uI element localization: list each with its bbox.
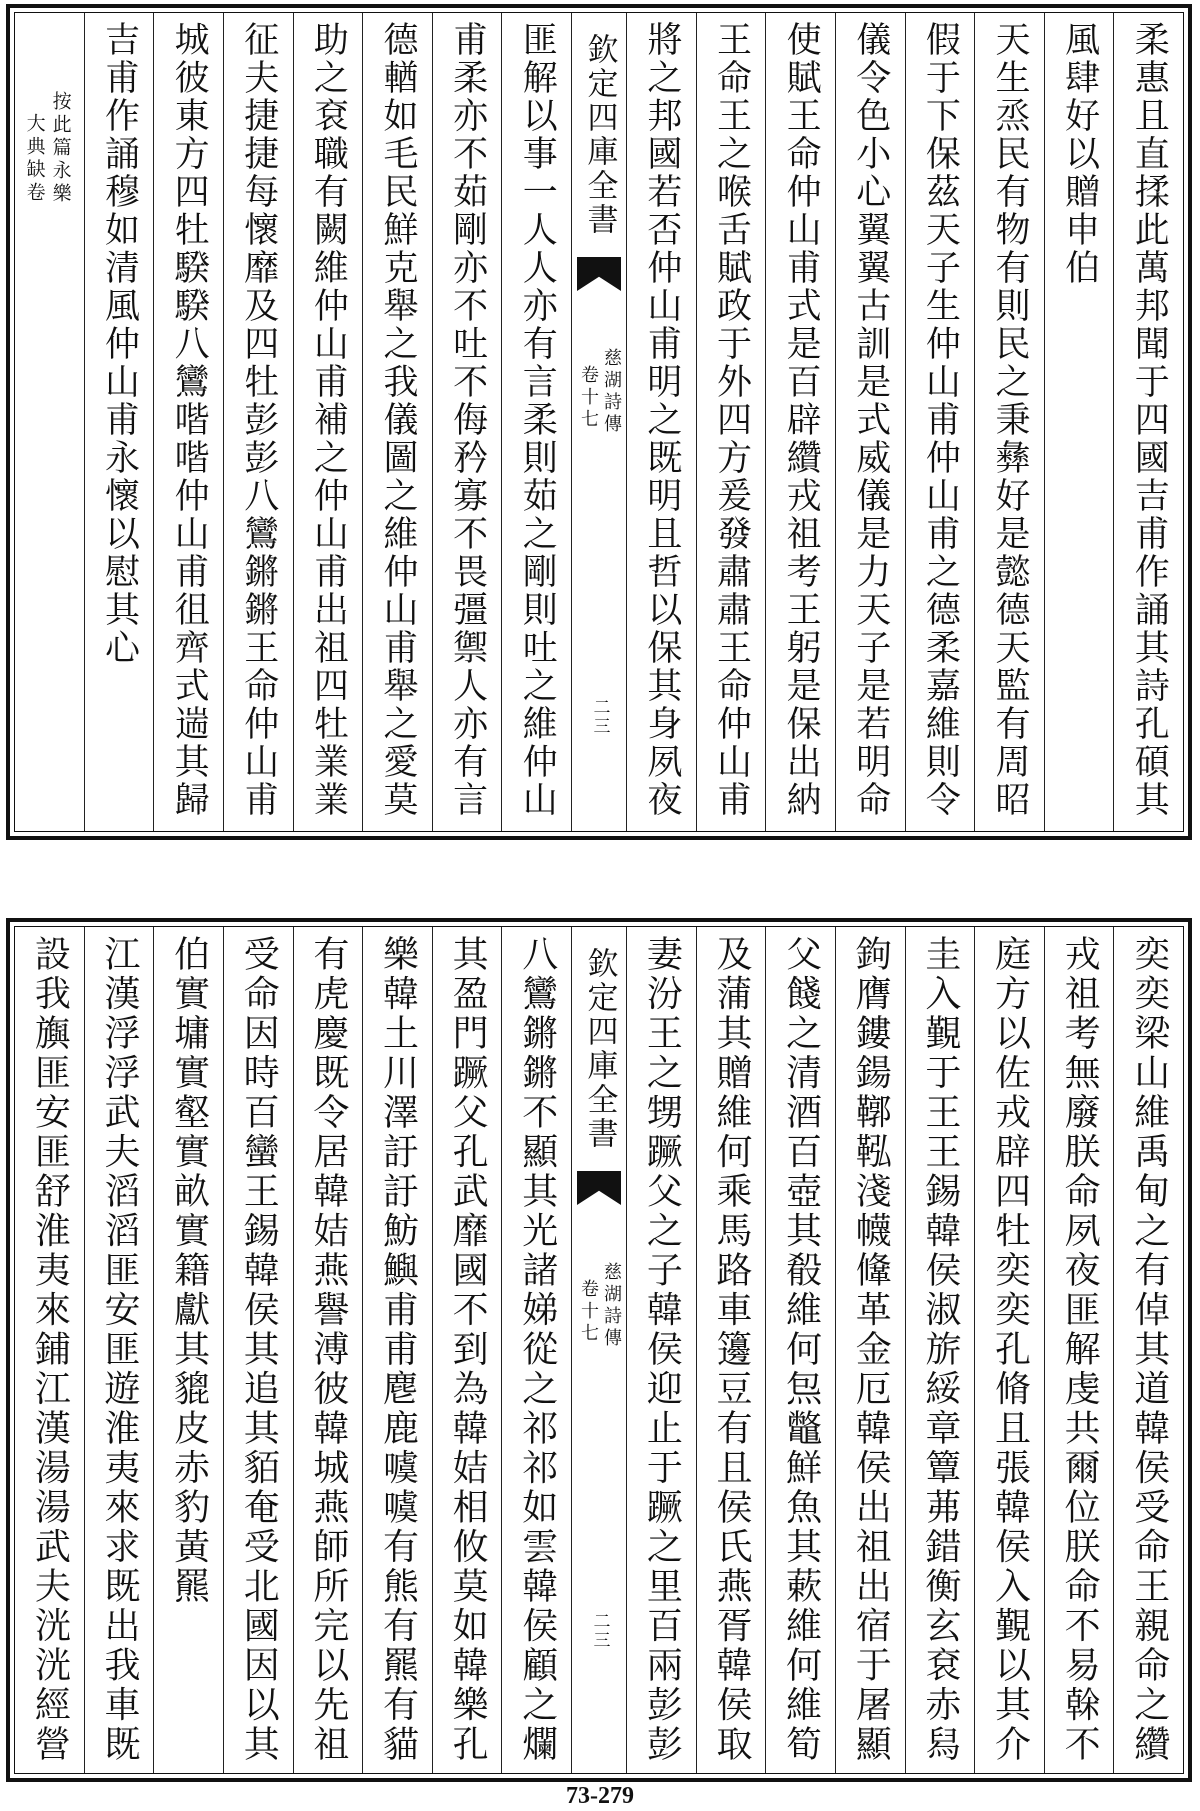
collection-title: 欽定四庫全書 — [581, 947, 618, 1151]
column-text: 德輶如毛民鮮克舉之我儀圖之維仲山甫舉之愛莫 — [377, 21, 418, 819]
editorial-note-line: 大典缺卷 — [23, 113, 46, 205]
volume-label: 卷十七 — [578, 365, 599, 431]
text-column — [905, 927, 975, 1773]
text-column — [696, 13, 766, 831]
column-text: 奕奕梁山維禹甸之有倬其道韓侯受命王親命之纘 — [1128, 935, 1170, 1765]
editorial-note-column — [15, 13, 84, 831]
text-column — [501, 13, 571, 831]
column-text: 征夫捷捷每懷靡及四牡彭彭八鸞鏘鏘王命仲山甫 — [238, 21, 279, 819]
center-margin-column — [571, 13, 626, 831]
text-column — [1113, 13, 1183, 831]
column-text: 及蒲其贈維何乘馬路車籩豆有且侯氏燕胥韓侯取 — [710, 935, 752, 1765]
text-column — [765, 13, 835, 831]
editorial-note-line: 按此篇永樂 — [49, 91, 72, 206]
column-text: 設我旟匪安匪舒淮夷來鋪江漢湯湯武夫洸洸經營 — [29, 935, 71, 1765]
column-text: 王命王之喉舌賦政于外四方爰發肅肅王命仲山甫 — [711, 21, 752, 819]
text-column — [1044, 927, 1114, 1773]
column-text: 妻汾王之甥蹶父之子韓侯迎止于蹶之里百兩彭彭 — [641, 935, 683, 1765]
column-text: 甫柔亦不茹剛亦不吐不侮矜寡不畏彊禦人亦有言 — [447, 21, 488, 819]
folio-number: 二三 — [589, 1612, 610, 1650]
text-column — [293, 927, 363, 1773]
column-text: 將之邦國若否仲山甫明之既明且哲以保其身夙夜 — [641, 21, 682, 819]
column-text: 鉤膺鏤鍚鞹鞃淺幭鞗革金厄韓侯出祖出宿于屠顯 — [850, 935, 892, 1765]
upper-page-frame — [14, 12, 1184, 832]
text-column — [432, 13, 502, 831]
book-title: 慈湖詩傳 — [601, 348, 622, 436]
column-text: 江漢浮浮武夫滔滔匪安匪遊淮夷來求既出我車既 — [98, 935, 140, 1765]
column-text: 助之袞職有闕維仲山甫補之仲山甫出祖四牡業業 — [308, 21, 349, 819]
lower-page-panel — [6, 918, 1192, 1782]
text-column — [1113, 927, 1183, 1773]
text-column — [974, 13, 1044, 831]
text-column — [1044, 13, 1114, 831]
column-text: 伯實墉實壑實畝實籍獻其貔皮赤豹黃羆 — [168, 935, 210, 1607]
column-text: 儀令色小心翼翼古訓是式威儀是力天子是若明命 — [850, 21, 891, 819]
text-column — [153, 927, 223, 1773]
text-column — [696, 927, 766, 1773]
volume-label: 卷十七 — [578, 1279, 599, 1345]
text-column — [153, 13, 223, 831]
text-column — [293, 13, 363, 831]
column-text: 風肆好以贈申伯 — [1059, 21, 1100, 287]
upper-page-panel — [6, 4, 1192, 840]
column-text: 假于下保茲天子生仲山甫仲山甫之德柔嘉維則令 — [920, 21, 961, 819]
column-text: 樂韓土川澤訏訏魴鱮甫甫麀鹿噳噳有熊有羆有貓 — [377, 935, 419, 1765]
page-number: 73-279 — [566, 1783, 634, 1809]
text-column — [15, 927, 84, 1773]
column-text: 其盈門蹶父孔武靡國不到為韓姞相攸莫如韓樂孔 — [447, 935, 489, 1765]
text-column — [362, 927, 432, 1773]
column-text: 匪解以事一人人亦有言柔則茹之剛則吐之維仲山 — [517, 21, 558, 819]
center-margin-column — [571, 927, 626, 1773]
lower-page-frame — [14, 926, 1184, 1774]
text-column — [905, 13, 975, 831]
text-column — [626, 927, 696, 1773]
column-text: 使賦王命仲山甫式是百辟纘戎祖考王躬是保出納 — [781, 21, 822, 819]
column-text: 庭方以佐戎辟四牡奕奕孔脩且張韓侯入覲以其介 — [989, 935, 1031, 1765]
text-column — [84, 13, 154, 831]
text-column — [223, 927, 293, 1773]
text-column — [501, 927, 571, 1773]
text-column — [835, 13, 905, 831]
column-text: 八鸞鏘鏘不顯其光諸娣從之祁祁如雲韓侯顧之爛 — [516, 935, 558, 1765]
column-text: 有虎慶既令居韓姞燕譽溥彼韓城燕師所完以先祖 — [307, 935, 349, 1765]
text-column — [835, 927, 905, 1773]
folio-number: 二三 — [589, 698, 610, 736]
text-column — [84, 927, 154, 1773]
book-title: 慈湖詩傳 — [601, 1262, 622, 1350]
text-column — [432, 927, 502, 1773]
text-column — [765, 927, 835, 1773]
column-text: 城彼東方四牡騤騤八鸞喈喈仲山甫徂齊式遄其歸 — [169, 21, 210, 819]
text-column — [974, 927, 1044, 1773]
column-text: 柔惠且直揉此萬邦聞于四國吉甫作誦其詩孔碩其 — [1129, 21, 1170, 819]
column-text: 受命因時百蠻王錫韓侯其追其貊奄受北國因以其 — [238, 935, 280, 1765]
collection-title: 欽定四庫全書 — [581, 33, 618, 237]
fishtail-mark-icon — [577, 1171, 621, 1205]
fishtail-mark-icon — [577, 257, 621, 291]
text-column — [223, 13, 293, 831]
column-text: 圭入覲于王王錫韓侯淑旂綏章簟茀錯衡玄袞赤舄 — [919, 935, 961, 1765]
column-text: 父餞之清酒百壺其殽維何炰鼈鮮魚其蔌維何維筍 — [780, 935, 822, 1765]
text-column — [362, 13, 432, 831]
text-column — [626, 13, 696, 831]
column-text: 天生烝民有物有則民之秉彝好是懿德天監有周昭 — [989, 21, 1030, 819]
column-text: 吉甫作誦穆如清風仲山甫永懷以慰其心 — [99, 21, 140, 667]
column-text: 戎祖考無廢朕命夙夜匪解虔共爾位朕命不易榦不 — [1059, 935, 1101, 1765]
